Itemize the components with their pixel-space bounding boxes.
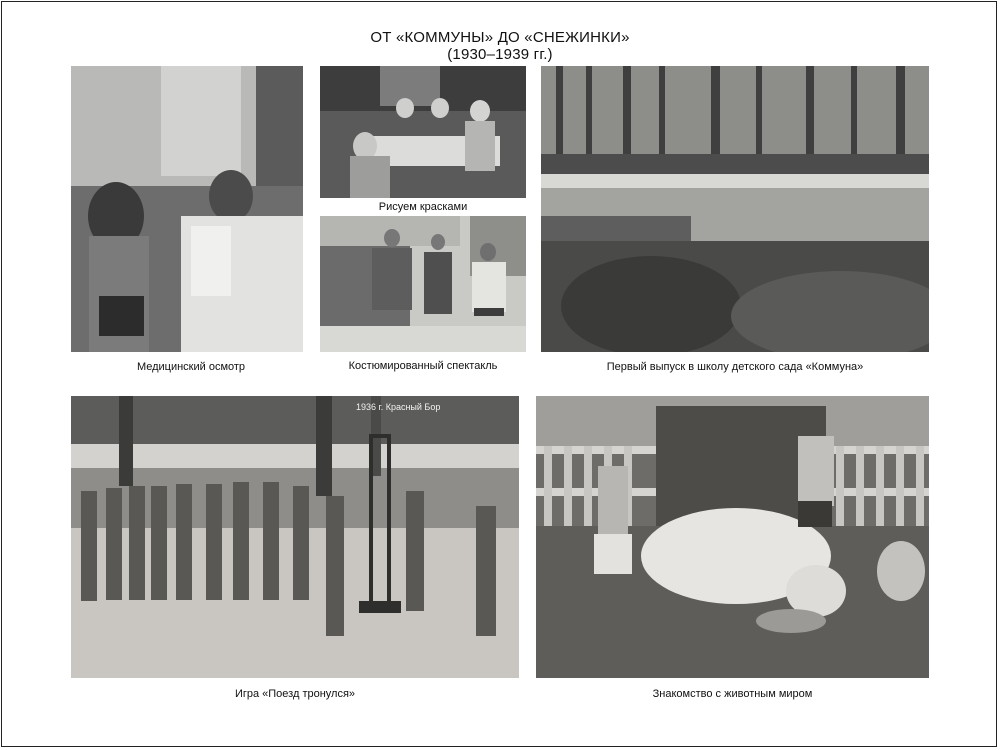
photo-inscription: 1936 г. Красный Бор bbox=[356, 402, 441, 412]
caption-costume-play: Костюмированный спектакль bbox=[348, 360, 498, 372]
caption-graduation: Первый выпуск в школу детского сада «Коммуна» bbox=[606, 361, 864, 373]
caption-animal-world: Знакомство с животным миром bbox=[652, 688, 813, 700]
photo-graduation bbox=[541, 66, 929, 352]
caption-medical-exam: Медицинский осмотр bbox=[136, 361, 246, 373]
page-title: ОТ «КОММУНЫ» ДО «СНЕЖИНКИ» bbox=[370, 29, 630, 46]
page-subtitle: (1930–1939 гг.) bbox=[447, 46, 553, 63]
caption-painting: Рисуем красками bbox=[378, 201, 468, 213]
photo-train-game bbox=[71, 396, 519, 678]
photo-medical-exam bbox=[71, 66, 303, 352]
photo-costume-play bbox=[320, 216, 526, 352]
photo-painting bbox=[320, 66, 526, 198]
photo-animal-world bbox=[536, 396, 929, 678]
caption-train-game: Игра «Поезд тронулся» bbox=[234, 688, 356, 700]
